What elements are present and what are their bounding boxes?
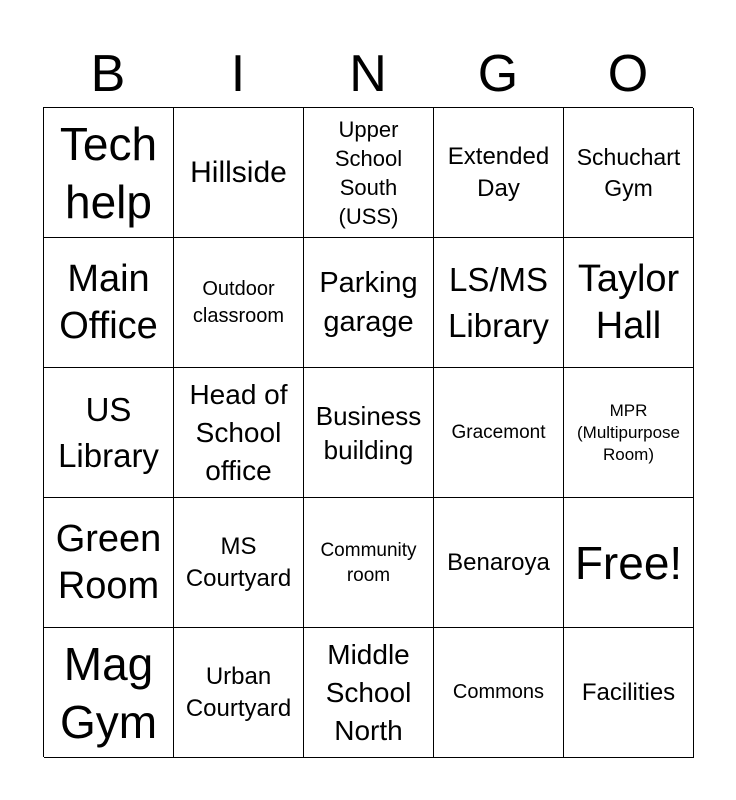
bingo-cell-urban-courtyard[interactable] — [174, 628, 304, 758]
cell-label: Community room — [320, 539, 417, 586]
bingo-cell-tech-help[interactable] — [44, 108, 174, 238]
bingo-grid — [43, 107, 693, 757]
bingo-cell-main-office[interactable] — [44, 238, 174, 368]
cell-label: MS Courtyard — [185, 532, 292, 592]
cell-label: Parking garage — [319, 266, 418, 338]
header-letter-o: O — [607, 45, 649, 103]
bingo-cell-ls-ms-library[interactable] — [434, 238, 564, 368]
cell-label: Facilities — [581, 678, 676, 706]
cell-label: Commons — [452, 681, 545, 703]
bingo-cell-free-space[interactable] — [564, 498, 694, 628]
bingo-cell-business-building[interactable] — [304, 368, 434, 498]
bingo-cell-outdoor-classroom[interactable] — [174, 238, 304, 368]
header-letter-g: G — [477, 45, 519, 103]
cell-label: LS/MS Library — [448, 260, 549, 344]
cell-label: US Library — [58, 390, 159, 474]
bingo-cell-schuchart-gym[interactable] — [564, 108, 694, 238]
bingo-cell-benaroya[interactable] — [434, 498, 564, 628]
cell-label: MPR (Multipurpose Room) — [577, 400, 680, 464]
bingo-cell-head-of-school-office[interactable] — [174, 368, 304, 498]
cell-label: Middle School North — [325, 638, 412, 746]
bingo-cell-mag-gym[interactable] — [44, 628, 174, 758]
bingo-cell-us-library[interactable] — [44, 368, 174, 498]
bingo-cell-taylor-hall[interactable] — [564, 238, 694, 368]
bingo-cell-hillside[interactable] — [174, 108, 304, 238]
bingo-cell-ms-courtyard[interactable] — [174, 498, 304, 628]
cell-label: Tech help — [59, 117, 158, 228]
header-letter-n: N — [349, 45, 387, 103]
bingo-cell-middle-school-north[interactable] — [304, 628, 434, 758]
cell-label: Business building — [315, 400, 422, 465]
cell-label: Head of School office — [189, 378, 288, 486]
cell-label: Green Room — [55, 517, 162, 607]
cell-label: Free! — [574, 536, 683, 589]
cell-label: Mag Gym — [59, 637, 158, 748]
cell-label: Hillside — [190, 155, 287, 189]
bingo-cell-parking-garage[interactable] — [304, 238, 434, 368]
bingo-cell-community-room[interactable] — [304, 498, 434, 628]
cell-label: Outdoor classroom — [192, 277, 285, 327]
bingo-cell-extended-day[interactable] — [434, 108, 564, 238]
bingo-header — [43, 40, 693, 108]
header-letter-b: B — [90, 45, 126, 103]
bingo-cell-gracemont[interactable] — [434, 368, 564, 498]
cell-label: Urban Courtyard — [185, 662, 292, 722]
cell-label: Upper School South (USS) — [334, 116, 403, 229]
cell-label: Extended Day — [447, 142, 550, 202]
cell-label: Main Office — [59, 257, 158, 347]
cell-label: Benaroya — [447, 548, 550, 576]
cell-label: Gracemont — [451, 422, 546, 443]
bingo-cell-mpr[interactable] — [564, 368, 694, 498]
bingo-cell-commons[interactable] — [434, 628, 564, 758]
cell-label: Taylor Hall — [577, 257, 680, 347]
cell-label: Schuchart Gym — [576, 143, 681, 201]
bingo-cell-facilities[interactable] — [564, 628, 694, 758]
header-letter-i: I — [230, 45, 246, 103]
bingo-cell-green-room[interactable] — [44, 498, 174, 628]
bingo-cell-upper-school-south[interactable] — [304, 108, 434, 238]
